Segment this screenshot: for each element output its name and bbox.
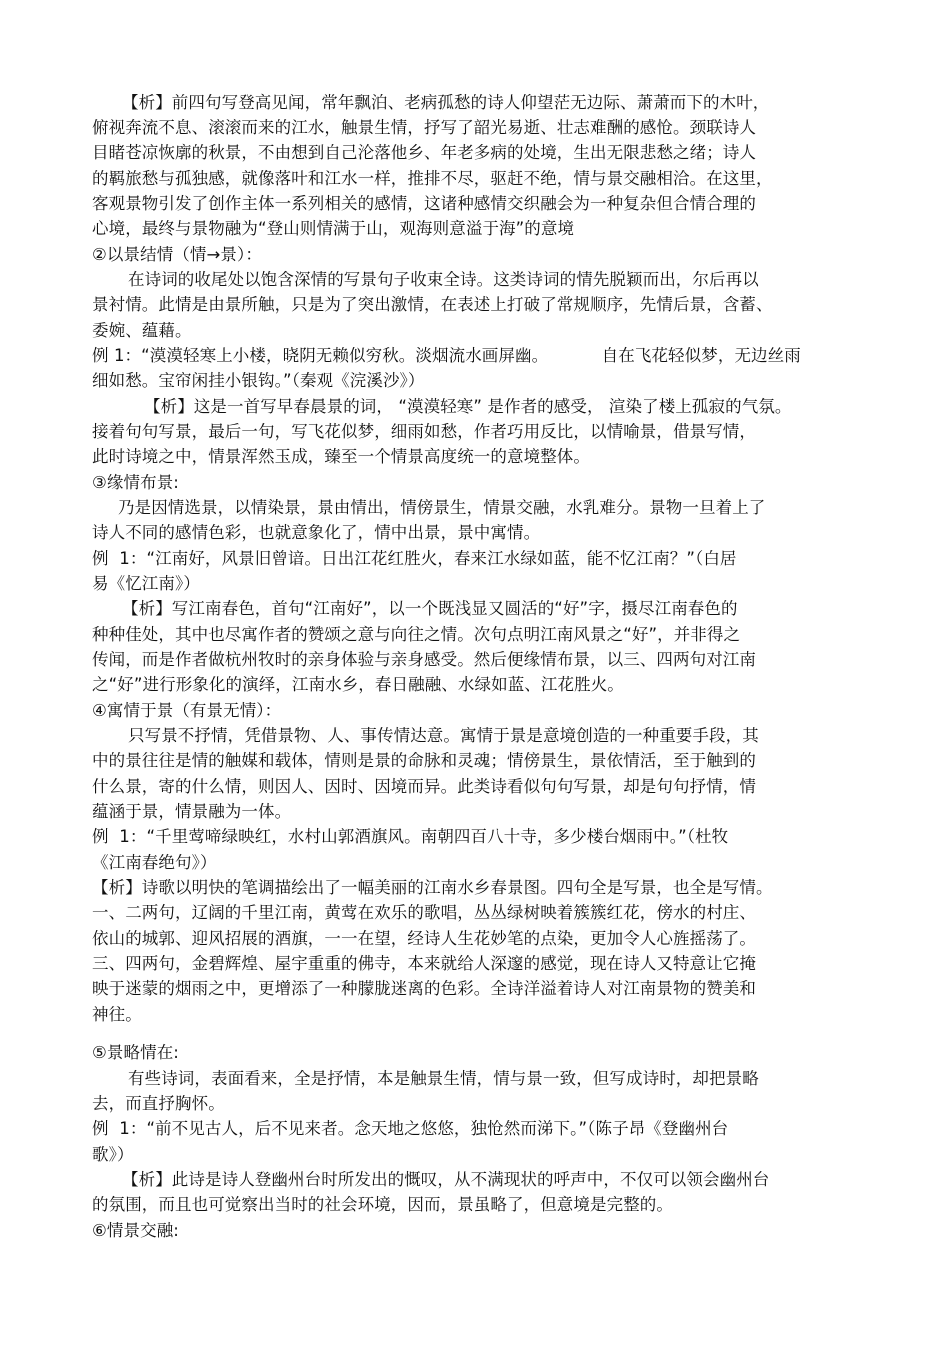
- text-line: 神往。: [92, 1005, 142, 1024]
- text-line: 三、四两句，金碧辉煌、屋宇重重的佛寺，本来就给人深邃的感觉，现在诗人又特意让它掩: [92, 954, 756, 973]
- text-line: 【析】写江南春色，首句“江南好”，以一个既浅显又圆活的“好”字，摄尽江南春色的: [122, 599, 738, 618]
- text-line: 客观景物引发了创作主体一系列相关的感情，这诸种感情交织融会为一种复杂但合情合理的: [92, 194, 756, 213]
- section-heading: ③缘情布景:: [92, 473, 179, 492]
- text-line: 景衬情。此情是由景所触，只是为了突出激情，在表述上打破了常规顺序，先情后景，含蓄、: [92, 295, 773, 314]
- example-line: 易《忆江南》）: [92, 574, 200, 593]
- text-line: 【析】此诗是诗人登幽州台时所发出的慨叹，从不满现状的呼声中，不仅可以领会幽州台: [122, 1170, 770, 1189]
- text-line: 诗人不同的感情色彩，也就意象化了，情中出景，景中寓情。: [92, 523, 541, 542]
- text-line: 只写景不抒情，凭借景物、人、事传情达意。寓情于景是意境创造的一种重要手段，其: [128, 726, 759, 745]
- text-line: 有些诗词，表面看来，全是抒情，本是触景生情，情与景一致，但写成诗时，却把景略: [128, 1069, 759, 1088]
- text-line: 传闻，而是作者做杭州牧时的亲身体验与亲身感受。然后便缘情布景，以三、四两句对江南: [92, 650, 756, 669]
- text-line: 什么景，寄的什么情，则因人、因时、因境而异。此类诗看似句句写景，却是句句抒情，情: [92, 777, 756, 796]
- example-line: 例 1：“前不见古人，后不见来者。念天地之悠悠，独怆然而涕下。”（陈子昂《登幽州台: [92, 1119, 729, 1138]
- text-line: 【析】诗歌以明快的笔调描绘出了一幅美丽的江南水乡春景图。四句全是写景，也全是写情。: [92, 878, 773, 897]
- text-line: 俯视奔流不息、滚滚而来的江水，触景生情，抒写了韶光易逝、壮志难酬的感怆。颈联诗人: [92, 118, 756, 137]
- text-line: 【析】这是一首写早春晨景的词， “漠漠轻寒” 是作者的感受， 渲染了楼上孤寂的气氛。: [144, 397, 792, 416]
- text-line: 蕴涵于景，情景融为一体。: [92, 802, 292, 821]
- text-line: 的氛围，而且也可觉察出当时的社会环境，因而，景虽略了，但意境是完整的。: [92, 1195, 673, 1214]
- section-heading: ⑥情景交融:: [92, 1221, 179, 1240]
- example-line: 例 1：“千里莺啼绿映红，水村山郭酒旗风。南朝四百八十寺，多少楼台烟雨中。”（杜牧: [92, 827, 729, 846]
- text-line: 中的景往往是情的触媒和载体，情则是景的命脉和灵魂；情傍景生，景依情活，至于触到的: [92, 751, 756, 770]
- section-heading: ④寓情于景（有景无情）：: [92, 701, 282, 720]
- text-line: 委婉、蕴藉。: [92, 321, 192, 340]
- example-line: 例 1：“漠漠轻寒上小楼，晓阴无赖似穷秋。淡烟流水画屏幽。 自在飞花轻似梦，无边丝雨: [92, 346, 801, 365]
- section-heading: ②以景结情（情→景）：: [92, 245, 262, 264]
- text-line: 一、二两句，辽阔的千里江南，黄莺在欢乐的歌唱，丛丛绿树映着簇簇红花，傍水的村庄、: [92, 903, 756, 922]
- text-line: 映于迷蒙的烟雨之中，更增添了一种朦胧迷离的色彩。全诗洋溢着诗人对江南景物的赞美和: [92, 979, 756, 998]
- example-line: 细如愁。宝帘闲挂小银钩。”（秦观《浣溪沙》）: [92, 371, 425, 390]
- text-line: 去，而直抒胸怀。: [92, 1094, 225, 1113]
- text-line: 乃是因情选景，以情染景，景由情出，情傍景生，情景交融，水乳难分。景物一旦着上了: [118, 498, 766, 517]
- text-line: 此时诗境之中，情景浑然玉成，臻至一个情景高度统一的意境整体。: [92, 447, 590, 466]
- text-line: 在诗词的收尾处以饱含深情的写景句子收束全诗。这类诗词的情先脱颖而出，尔后再以: [128, 270, 759, 289]
- text-line: 之“好”进行形象化的演绎，江南水乡，春日融融、水绿如蓝、江花胜火。: [92, 675, 624, 694]
- text-line: 心境，最终与景物融为“登山则情满于山，观海则意溢于海”的意境: [92, 219, 575, 238]
- section-heading: ⑤景略情在:: [92, 1043, 179, 1062]
- text-line: 依山的城郭、迎风招展的酒旗，一一在望，经诗人生花妙笔的点染，更加令人心旌摇荡了。: [92, 929, 756, 948]
- example-line: 《江南春绝句》）: [92, 853, 217, 872]
- example-line: 歌》）: [92, 1145, 134, 1164]
- text-line: 接着句句写景，最后一句，写飞花似梦，细雨如愁，作者巧用反比，以情喻景，借景写情，: [92, 422, 756, 441]
- text-line: 种种佳处，其中也尽寓作者的赞颂之意与向往之情。次句点明江南风景之“好”，并非得之: [92, 625, 741, 644]
- text-line: 【析】前四句写登高见闻，常年飘泊、老病孤愁的诗人仰望茫无边际、萧萧而下的木叶，: [122, 93, 770, 112]
- text-line: 目睹苍凉恢廓的秋景，不由想到自己沦落他乡、年老多病的处境，生出无限悲愁之绪；诗人: [92, 143, 756, 162]
- example-line: 例 1：“江南好，风景旧曾谙。日出江花红胜火，春来江水绿如蓝，能不忆江南？”（白居: [92, 549, 737, 568]
- text-line: 的羁旅愁与孤独感，就像落叶和江水一样，推排不尽，驱赶不绝，情与景交融相洽。在这里，: [92, 169, 773, 188]
